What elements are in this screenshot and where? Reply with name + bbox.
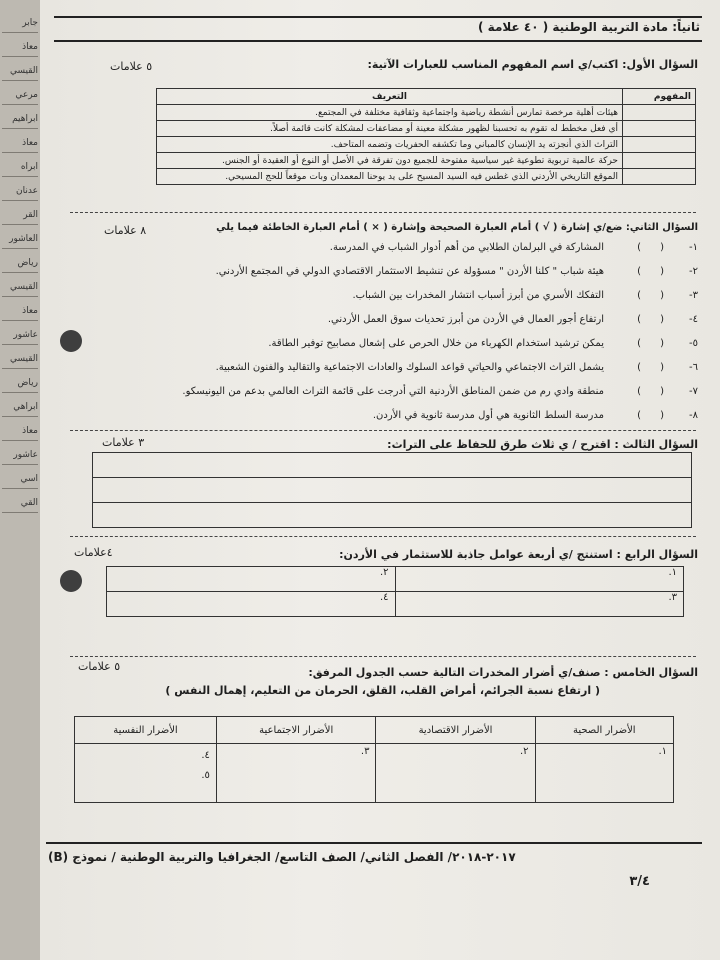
underlying-sheet — [0, 0, 41, 960]
q5-header-economic: الأضرار الاقتصادية — [376, 717, 535, 744]
q4-title: السؤال الرابع : استنتج /ي أربعة عوامل جاذبة للاستثمار في الأردن: — [339, 548, 698, 561]
q1-definition: الموقع التاريخي الأردني الذي غطس فيه السيد المسيح على يد يوحنا المعمدان وبات موقعاً للحج المسيحي. — [157, 169, 623, 185]
q5-header-health: الأضرار الصحية — [535, 717, 673, 744]
q2-marks: ٨ علامات — [104, 224, 147, 237]
section-title: ثانياً: مادة التربية الوطنية ( ٤٠ علامة ) — [478, 20, 700, 34]
underlying-sheet-cell: القر — [2, 206, 38, 225]
q5-answer-cell[interactable]: ٢. — [376, 744, 535, 803]
q5-title: السؤال الخامس : صنف/ي أضرار المخدرات التالية حسب الجدول المرفق: — [308, 666, 698, 679]
footer-text: ٢٠١٧-٢٠١٨/ الفصل الثاني/ الصف التاسع/ الجغرافيا والتربية الوطنية / نموذج (B) — [48, 850, 516, 864]
underlying-sheet-cell: معاذ — [2, 134, 38, 153]
tf-answer-box[interactable]: ( ) — [637, 410, 664, 421]
q5-answer-cell[interactable]: ١. — [535, 744, 673, 803]
q5-marks: ٥ علامات — [78, 660, 121, 673]
underlying-sheet-cell: القيسي — [2, 278, 38, 297]
underlying-sheet-cell: عدنان — [2, 182, 38, 201]
q1-col-definition: التعريف — [157, 89, 623, 105]
q5-answer-cell[interactable]: ٣. — [216, 744, 376, 803]
q1-definition: هيئات أهلية مرخصة تمارس أنشطة رياضية واجتماعية وثقافية مختلفة في المجتمع. — [157, 105, 623, 121]
underlying-sheet-cell: القيسي — [2, 350, 38, 369]
q5-subtitle: ( ارتفاع نسبة الجرائم، أمراض القلب، القلق، الحرمان من التعليم، إهمال النفس ) — [165, 684, 600, 697]
underlying-sheet-cell: معاذ — [2, 422, 38, 441]
q3-title: السؤال الثالث : اقترح / ي ثلاث طرق للحفاظ على التراث: — [387, 438, 698, 451]
underlying-sheet-cell: عاشور — [2, 326, 38, 345]
page-number: ٣/٤ — [629, 874, 650, 889]
q5-answer-cell[interactable]: ٤. ٥. — [75, 744, 217, 803]
underlying-sheet-cell: معاذ — [2, 38, 38, 57]
exam-page — [40, 0, 720, 960]
q1-answer-cell[interactable] — [623, 121, 696, 137]
underlying-sheet-cell: العاشور — [2, 230, 38, 249]
q4-answer-cell[interactable]: ١. — [395, 567, 684, 592]
q5-header-psychological: الأضرار النفسية — [75, 717, 217, 744]
underlying-sheet-cell: اسي — [2, 470, 38, 489]
tf-statement: ١-( )المشاركة في البرلمان الطلابي من أهم أدوار الشباب في المدرسة. — [329, 242, 698, 253]
q1-definition: أي فعل مخطط له تقوم به تحسبنا لظهور مشكلة معينة أو مضاعفات لمشكلة كانت قائمة أصلاً. — [157, 121, 623, 137]
underlying-sheet-cell: ابراهيم — [2, 110, 38, 129]
q1-col-concept: المفهوم — [623, 89, 696, 105]
q1-answer-cell[interactable] — [623, 169, 696, 185]
tf-statement: ٢-( )هيئة شباب " كلنا الأردن " مسؤولة عن تنشيط الاستثمار الاقتصادي الدولي في المجتمع الأردني. — [215, 266, 698, 277]
tf-answer-box[interactable]: ( ) — [637, 386, 664, 397]
q4-answer-cell[interactable]: ٣. — [395, 592, 684, 617]
underlying-sheet-cell: رياض — [2, 374, 38, 393]
q3-answer-lines[interactable] — [92, 452, 692, 528]
tf-answer-box[interactable]: ( ) — [637, 314, 664, 325]
tf-statement: ٦-( )يشمل التراث الاجتماعي والحياتي قواعد السلوك والعادات الاجتماعية والتقاليد والفنون الشعبية. — [215, 362, 698, 373]
underlying-sheet-cell: القيسي — [2, 62, 38, 81]
underlying-sheet-cell: ابراه — [2, 158, 38, 177]
q1-title: السؤال الأول: اكتب/ي اسم المفهوم المناسب للعبارات الآتية: — [367, 58, 698, 71]
q1-table — [156, 88, 696, 185]
q1-definition: التراث الذي أنجزته يد الإنسان كالمباني وما تكشفه الحفريات وتضمه المتاحف. — [157, 137, 623, 153]
q1-answer-cell[interactable] — [623, 137, 696, 153]
punch-hole — [60, 570, 82, 592]
tf-statement: ٥-( )يمكن ترشيد استخدام الكهرباء من خلال الحرص على إشعال مصابيح توفير الطاقة. — [268, 338, 698, 349]
q1-answer-cell[interactable] — [623, 105, 696, 121]
tf-statement: ٤-( )ارتفاع أجور العمال في الأردن من أبرز تحديات سوق العمل الأردني. — [327, 314, 698, 325]
q5-header-social: الأضرار الاجتماعية — [216, 717, 376, 744]
tf-answer-box[interactable]: ( ) — [637, 242, 664, 253]
underlying-sheet-cell: رياض — [2, 254, 38, 273]
q4-answer-cell[interactable]: ٤. — [107, 592, 396, 617]
q1-marks: ٥ علامات — [110, 60, 153, 73]
q4-answer-cell[interactable]: ٢. — [107, 567, 396, 592]
underlying-sheet-cell: القي — [2, 494, 38, 513]
tf-answer-box[interactable]: ( ) — [637, 290, 664, 301]
underlying-sheet-cell: جابر — [2, 14, 38, 33]
underlying-sheet-cell: مرعي — [2, 86, 38, 105]
tf-statement: ٨-( )مدرسة السلط الثانوية هي أول مدرسة ثانوية في الأردن. — [372, 410, 698, 421]
underlying-sheet-cell: معاذ — [2, 302, 38, 321]
q1-answer-cell[interactable] — [623, 153, 696, 169]
tf-statement: ٧-( )منطقة وادي رم من ضمن المناطق الأردنية التي أدرجت على قائمة التراث العالمي بدعم من اليونيسكو. — [182, 386, 698, 397]
underlying-sheet-cell: عاشور — [2, 446, 38, 465]
tf-answer-box[interactable]: ( ) — [637, 338, 664, 349]
q5-table — [74, 716, 674, 803]
punch-hole — [60, 330, 82, 352]
q1-definition: حركة عالمية تربوية تطوعية غير سياسية مفتوحة للجميع دون تفرقة في الأصل أو النوع أو العقيدة أو الجنس. — [157, 153, 623, 169]
underlying-sheet-cell: ابراهي — [2, 398, 38, 417]
q3-marks: ٣ علامات — [102, 436, 145, 449]
q4-answer-grid — [106, 566, 684, 617]
q2-title: السؤال الثاني: ضع/ي إشارة ( √ ) أمام العبارة الصحيحة وإشارة ( × ) أمام العبارة الخاطئة فيما يلي — [216, 222, 698, 233]
tf-answer-box[interactable]: ( ) — [637, 266, 664, 277]
tf-answer-box[interactable]: ( ) — [637, 362, 664, 373]
tf-statement: ٣-( )التفكك الأسري من أبرز أسباب انتشار المخدرات بين الشباب. — [352, 290, 698, 301]
q4-marks: ٤علامات — [74, 546, 113, 559]
